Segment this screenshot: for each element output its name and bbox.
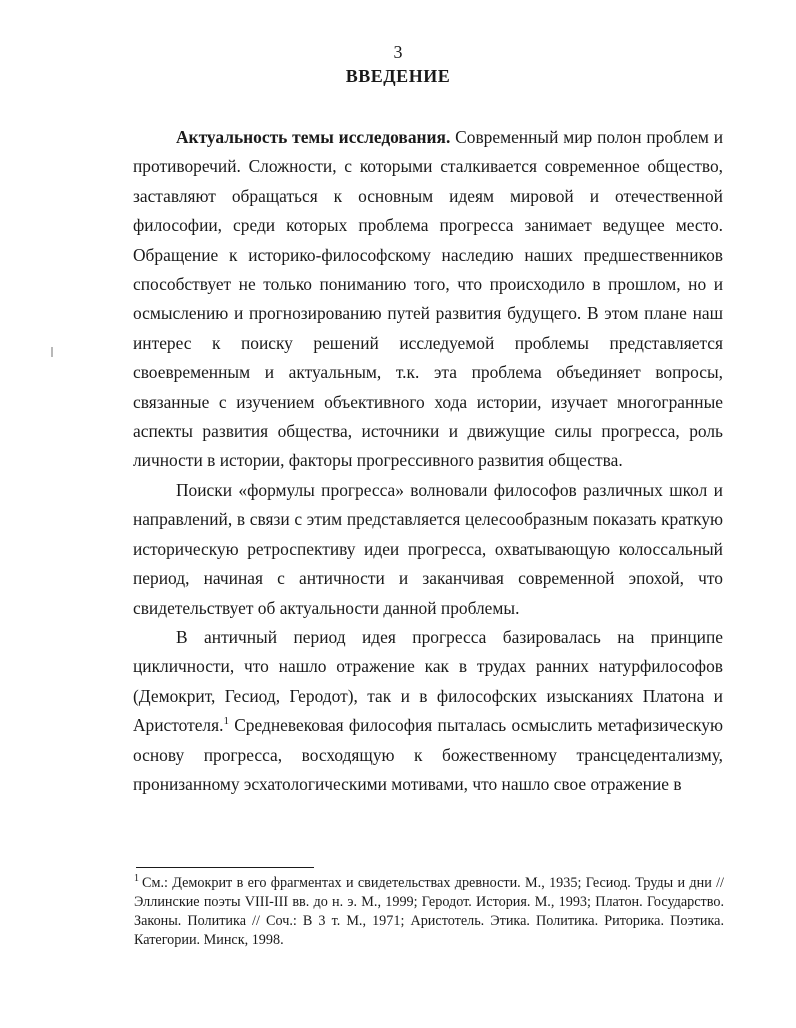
body-text <box>133 123 723 799</box>
paragraph-antiquity <box>133 623 723 799</box>
footnote <box>134 874 724 950</box>
paragraph-text: Современный мир полон проблем и противоречий. Сложности, с которыми сталкивается современное общество, заставляют обращаться к основным идеям мировой и отечественной философии, среди которых проблема прогресса занимает ведущее место. Обращение к историко-философскому наследию наших предшественников способствует не только пониманию того, что происходило в прошлом, но и осмыслению и прогнозированию путей развития будущего. В этом плане наш интерес к поиску решений исследуемой проблемы представляется своевременным и актуальным, т.к. эта проблема объединяет вопросы, связанные с изучением объективного хода истории, изучает многогранные аспекты развития общества, источники и движущие силы прогресса, роль личности в истории, факторы прогрессивного развития общества. <box>133 127 723 471</box>
paragraph-text: В античный период идея прогресса базировалась на принципе цикличности, что нашло отражение как в трудах ранних натурфилософов (Демокрит, Гесиод, Геродот), так и в философских изысканиях Платона и Аристотеля. <box>133 626 723 736</box>
paragraph-progress-formula <box>133 476 723 623</box>
footnote-separator <box>136 867 314 868</box>
footnote-reference[interactable]: 1 <box>223 715 229 728</box>
page-title: ВВЕДЕНИЕ <box>345 66 451 86</box>
footnote-text: См.: Демокрит в его фрагментах и свидетельствах древности. М., 1935; Гесиод. Труды и дни // Эллинские поэты VIII-III вв. до н. э. М., 1999; Геродот. История. М., 1993; Платон. Государство. Законы. Политика // Соч.: В 3 т. М., 1971; Аристотель. Этика. Политика. Риторика. Поэтика. Категории. Минск, 1998. <box>134 875 724 948</box>
scan-artifact <box>51 347 53 357</box>
paragraph-lead: Актуальность темы исследования. <box>176 127 451 147</box>
paragraph-relevance <box>133 123 723 476</box>
paragraph-text: Средневековая философия пыталась осмыслить метафизическую основу прогресса, восходящую к божественному трансцедентализму, пронизанному эсхатологическими мотивами, что нашло свое отражение в <box>133 715 723 794</box>
footnote-number: 1 <box>134 873 139 885</box>
paragraph-text: Поиски «формулы прогресса» волновали философов различных школ и направлений, в связи с этим представляется целесообразным показать краткую историческую ретроспективу идеи прогресса, охватывающую колоссальный период, начиная с античности и заканчивая современной эпохой, что свидетельствует об актуальности данной проблемы. <box>133 479 723 618</box>
page-number: 3 <box>393 42 403 62</box>
